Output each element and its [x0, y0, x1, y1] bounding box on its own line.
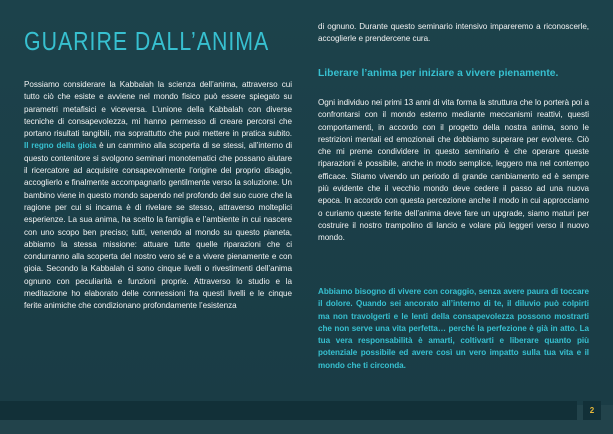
highlight-regno-della-gioia: Il regno della gioia — [24, 141, 97, 151]
page-title: GUARIRE DALL’ANIMA — [24, 26, 270, 56]
footer-strip — [0, 401, 577, 420]
paragraph-text-end: è un cammino alla scoperta di se stessi, all’interno di questo contenitore si svolgono seminari monotematici che possano aiutare il ricercatore ad acquisire consapevolmente l’origine del proprio disagio, accoglierlo e finalmente accompagnarlo gentilmente verso la soluzione. Un bambino viene in questo mondo sapendo nel profondo del suo cuore che la ragione per cui si incarna è di rivelare se stesso, attraverso molteplici esperienze. La sua anima, ha scelto la famiglia e l’ambiente in cui nascere con uno scopo ben preciso; tutti, venendo al mondo su questo pianeta, abbiamo la stessa missione: attuare tutte quelle riparazioni che ci condurranno alla scoperta del nostro vero sé e a vivere pienamente e con gioia. Secondo la Kabbalah ci sono cinque livelli o rivestimenti dell’anima ognuno con peculiarità e funzioni proprie. Attraverso lo studio e la meditazione ho elaborato delle connessioni fra questi livelli e le cinque ferite animiche che condizionano profondamente l’esistenza — [24, 141, 292, 311]
page-number: 2 — [583, 401, 601, 420]
right-column-body — [318, 97, 589, 245]
section-heading: Liberare l’anima per iniziare a vivere pienamente. — [318, 68, 559, 79]
paragraph-text-start: Possiamo considerare la Kabbalah la scienza dell’anima, attraverso cui tutto ciò che esiste e avviene nel mondo fisico può essere spiegato su parametri metafisici e viceversa. L’unione della Kabbalah con diverse tecniche di consapevolezza, mi hanno permesso di creare percorsi che portano risultati tangibili, ma soprattutto che puoi mettere in pratica subito. — [24, 80, 292, 139]
left-column-text — [24, 79, 292, 313]
left-paragraph — [24, 79, 292, 313]
bold-quote-paragraph: Abbiamo bisogno di vivere con coraggio, senza avere paura di toccare il dolore. Quando sei ancorato all’interno di te, il diluvio può colpirti ma non travolgerti e le lenti della consapevolezza possono mostrarti che non serve una vita perfetta… perché la perfezione è già in atto. La tua vera responsabilità è amarti, coltivarti e liberare quanto più potenziale possibile ed avere così un vero impatto sulla tua vita e il mondo che ti circonda. — [318, 287, 589, 370]
right-intro-paragraph: di ognuno. Durante questo seminario intensivo impareremo a riconoscerle, accoglierle e prendercene cura. — [318, 22, 589, 44]
right-column-bold-text — [318, 286, 589, 372]
right-column-intro — [318, 21, 589, 46]
right-body-paragraph: Ogni individuo nei primi 13 anni di vita forma la struttura che lo porterà poi a confrontarsi con il mondo esterno mediante meccanismi reattivi, questi comportamenti, in accordo con il progetto della nostra anima, sono le restrizioni mentali ed emozionali che dobbiamo superare per evolvere. Ciò che mi preme condividere in questo seminario è che operare queste riparazioni è possibile, anche in modo semplice, leggero ma nel contempo efficace. Stiamo vivendo un periodo di grande cambiamento ed è sempre più evidente che il vecchio mondo deve cedere il passo ad una nuova epoca. In accordo con questa percezione anche il modo in cui approcciamo o curiamo queste ferite dell’anima deve fare un upgrade, siamo maturi per costruire il nostro trampolino di lancio e volare più leggeri verso il nuovo mondo. — [318, 98, 589, 243]
